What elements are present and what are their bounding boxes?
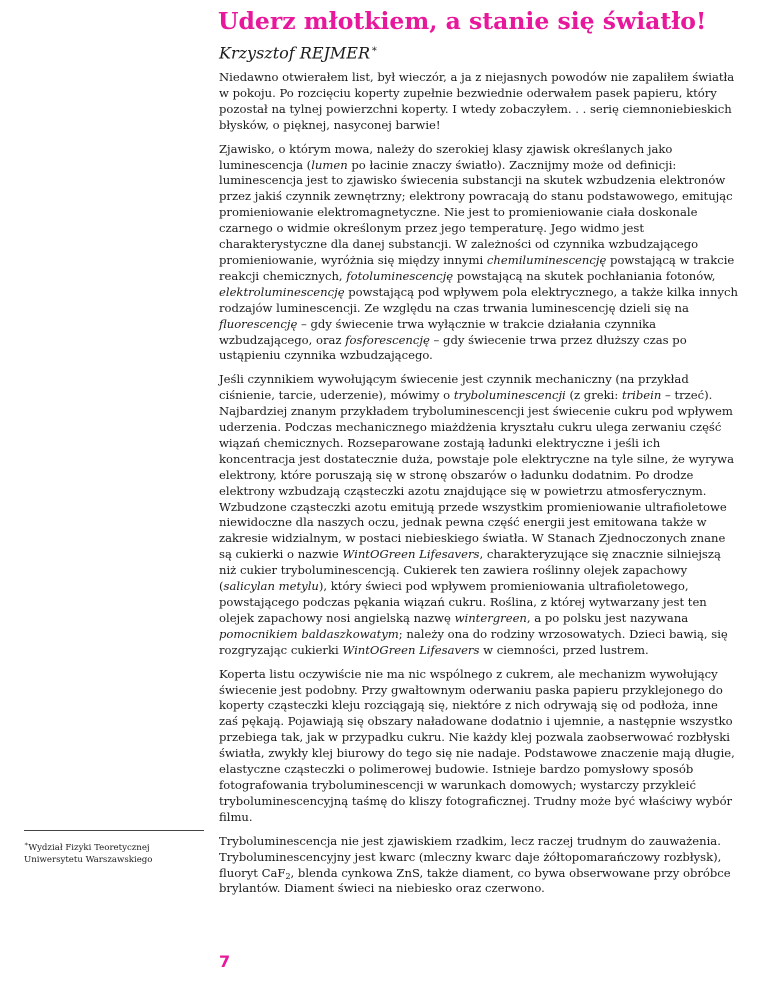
paragraph-1: Niedawno otwierałem list, był wieczór, a ja z niejasnych powodów nie zapaliłem światła w pokoju. Po rozcięciu koperty zupełnie bezwiednie oderwałem pasek papieru, który pozostał na tylnej powierzchni koperty. I wtedy zobaczyłem. . . serię ciemnoniebieskich błysków, o pięknej, nasyconej barwie! (219, 70, 735, 132)
text-run: powstającą pod wpływem pola elektrycznego, a także kilka innych rodzajów luminescencji. Ze względu na czas trwania luminescencję dzieli się na (219, 284, 738, 315)
author-footnote-mark: ∗ (371, 44, 378, 55)
italic-term: fotoluminescencję (346, 268, 454, 283)
italic-term: lumen (311, 157, 348, 172)
text-run: ), który świeci pod wpływem promieniowania ultrafioletowego, powstającego podczas pękania wiązań cukru. Roślina, z której wytwarzany jest ten olejek zapachowy nosi angielską nazwę (219, 579, 707, 625)
italic-term: tryboluminescencji (453, 388, 566, 403)
text-run: powstającą na skutek pochłaniania fotonów, (453, 268, 716, 283)
text-run: po łacinie znaczy światło). Zacznijmy może od definicji: luminescencja jest to zjawisko świecenia substancji na skutek wzbudzenia elektronów przez jakiś czynnik zewnętrzny; elektrony powracają do stanu podstawowego, emitując promieniowanie elektromagnetyczne. Nie jest to promieniowanie ciała doskonale czarnego o widmie określonym przez jego temperaturę. Jego widmo jest charakterystyczne dla danej substancji. W zależności od czynnika wzbudzającego promieniowanie, wyróżnia się między innymi (219, 157, 733, 267)
author-affiliation-footnote (24, 838, 214, 866)
italic-term: WintOGreen Lifesavers (342, 547, 480, 562)
paragraph-5 (219, 834, 739, 898)
italic-term: salicylan metylu (223, 579, 319, 594)
text-run: powstającą w trakcie reakcji chemicznych, (219, 252, 735, 283)
italic-term: elektroluminescencję (219, 284, 345, 299)
article-body (219, 70, 739, 905)
affiliation-line-2: Uniwersytetu Warszawskiego (24, 854, 153, 865)
article-title: Uderz młotkiem, a stanie się światło! (218, 7, 707, 35)
text-run: Jeśli czynnikiem wywołującym świecenie jest czynnik mechaniczny (na przykład ciśnienie, tarcie, uderzenie), mówimy o (219, 372, 689, 403)
paragraph-3 (219, 372, 739, 658)
text-run: – gdy świecenie trwa wyłącznie w trakcie działania czynnika wzbudzającego, oraz (219, 316, 657, 347)
text-run: – trzeć). Najbardziej znanym przykładem tryboluminescencji jest świecenie cukru pod wpływem uderzenia. Podczas mechanicznego miażdżenia kryształu cukru ulega zerwaniu część wiązań chemicznych. Rozseparowane zostają ładunki elektryczne i jeśli ich koncentracja jest dostatecznie duża, powstaje pole elektryczne na tyle silne, że wyrywa elektrony, które poruszają się w stronę obszarów o ładunku dodatnim. Po drodze elektrony wzbudzają cząsteczki azotu znajdujące się w powietrzu atmosferycznym. Wzbudzone cząsteczki azotu emitują przede wszystkim promieniowanie ultrafioletowe niewidoczne dla naszych oczu, jednak pewna część energii jest emitowana także w zakresie widzialnym, w postaci niebieskiego światła. W Stanach Zjednoczonych znane są cukierki o nazwie (219, 388, 734, 562)
paragraph-2 (219, 142, 739, 365)
italic-term: WintOGreen Lifesavers (342, 642, 480, 657)
italic-term: tribein (621, 388, 662, 403)
italic-term: wintergreen (454, 610, 527, 625)
text-run: , a po polsku jest nazywana (526, 610, 689, 625)
italic-term: chemiluminescencję (486, 252, 607, 267)
text-run: (z greki: (565, 388, 622, 403)
text-run: – gdy świecenie trwa przez dłuższy czas po ustąpieniu czynnika wzbudzającego. (219, 332, 687, 363)
text-run: Zjawisko, o którym mowa, należy do szerokiej klasy zjawisk określanych jako luminescencja ( (219, 141, 673, 172)
italic-term: pomocnikiem baldaszkowatym (219, 626, 399, 641)
text-run: , charakteryzujące się znacznie silniejszą niż cukier tryboluminescencją. Cukierek ten zawiera roślinny olejek zapachowy ( (219, 547, 721, 594)
italic-term: fosforescencję (345, 332, 430, 347)
text-run: , blenda cynkowa ZnS, także diament, co bywa obserwowane przy obróbce brylantów. Diament świeci na niebiesko oraz czerwono. (219, 865, 731, 896)
italic-term: fluorescencję (219, 316, 298, 331)
footnote-mark: ∗ (24, 840, 29, 848)
footnote-divider (24, 830, 204, 831)
affiliation-line-1: Wydział Fizyki Teoretycznej (28, 842, 150, 853)
text-run: w ciemności, przed lustrem. (479, 642, 649, 657)
text-run: ; należy ona do rodziny wrzosowatych. Dzieci bawią, się rozgryzając cukierki (219, 626, 728, 657)
author-name: Krzysztof REJMER (219, 43, 371, 63)
page-number: 7 (219, 952, 231, 971)
chemical-subscript: 2 (285, 871, 291, 881)
article-author (219, 40, 378, 63)
text-run: Tryboluminescencja nie jest zjawiskiem rzadkim, lecz raczej trudnym do zauważenia. Tryboluminescencyjny jest kwarc (mleczny kwarc daje żółtopomarańczowy rozbłysk), fluoryt CaF (219, 833, 722, 880)
paragraph-4: Koperta listu oczywiście nie ma nic wspólnego z cukrem, ale mechanizm wywołujący świecenie jest podobny. Przy gwałtownym oderwaniu paska papieru przyklejonego do koperty cząsteczki kleju rozciągają się, niektóre z nich odrywają się od podłoża, inne zaś pękają. Pojawiają się obszary naładowane dodatnio i ujemnie, a następnie wszystko przebiega tak, jak w przypadku cukru. Nie każdy klej pozwala zaobserwować rozbłyski światła, zwykły klej biurowy do tego się nie nadaje. Podstawowe znaczenie mają długie, elastyczne cząsteczki o polimerowej budowie. Istnieje bardzo pomysłowy sposób fotografowania tryboluminescencji w warunkach domowych; wystarczy przykleić tryboluminescencyjną taśmę do kliszy fotograficznej. Trudny może być właściwy wybór filmu. (219, 666, 735, 824)
